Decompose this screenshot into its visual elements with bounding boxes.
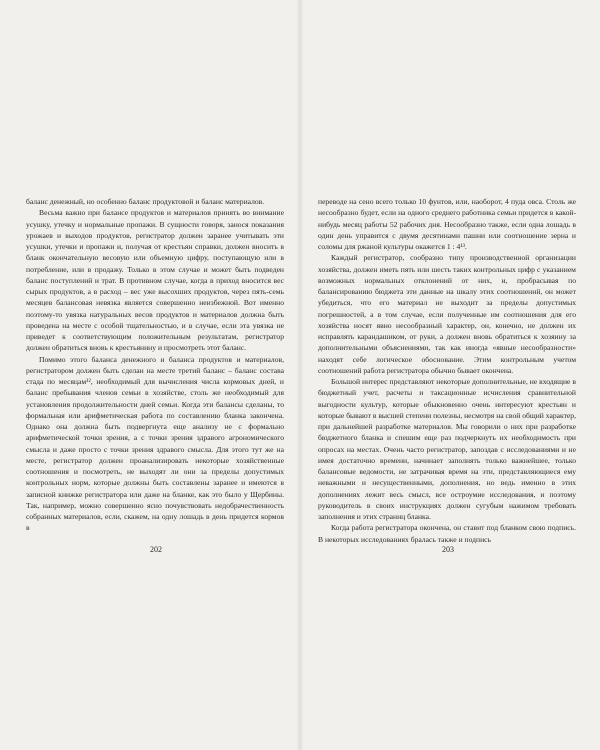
page-number-left: 202 (150, 545, 162, 554)
paragraph: переводе на сено всего только 10 фунтов, или, наоборот, 4 пуда овса. Столь же несообразно будет, если на одного среднего работника семьи придется в какой-нибудь месяц работы 52 рабочих дня. Несообразно также, если одна лошадь в один день управится с двумя десятинами пашни или соотношение зерна и соломы для ржаной культуры окажется 1 : 4¹³. (318, 197, 576, 251)
paragraph: Когда работа регистратора окончена, он ставит под бланком свою подпись. В некоторых исследованиях бралась также и подпись (318, 523, 576, 544)
paragraph: баланс денежный, но особенно баланс продуктовой и баланс материалов. (26, 197, 265, 206)
paragraph: Весьма важно при балансе продуктов и материалов принять во внимание усушку, утечку и нормальные пропажи. В сущности говоря, занося показания урожаев и выходов продуктов, регистратор должен заранее учитывать эти усушки, утечки и пропажи и, получая от крестьян справки, должен вносить в бланк окончательную весовую или объемную цифру, поступающую или в потребление, или в продажу. Только в этом случае и может быть подведен баланс поступлений и трат. В противном случае, когда в приход вносится вес сырых продуктов, а в расход – вес уже высохших продуктов, через пять-семь месяцев балансовая невязка является совершенно неизбежной. Вот именно поэтому-то увязка натуральных весов продуктов и материалов должна быть проведена на месте с особой тщательностью, и в случае, если эта увязка не приведет к соответствующим положительным результатам, регистратор должен обратиться вновь к крестьянину и просмотреть этот баланс. (26, 208, 284, 353)
paragraph: Большой интерес представляют некоторые дополнительные, не входящие в бюджетный учет, расчеты и таксационные исчисления сравнительной выгодности культур, которые обыкновенно очень интересуют крестьян и которые бывают в высшей степени полезны, несмотря на свой общий характер, при дальнейшей разработке материалов. Мы говорили о них при разработке бюджетного бланка и спешим еще раз подчеркнуть их необходимость при опросах на местах. Очень часто регистратор, запоздав с исследованиями и не имея достаточно времени, начинает заполнять только важнейшее, только балансовые ведомости, не затрачивая время на эти, представляющиеся ему неважными и несущественными, дополнения, но ведь именно в этих дополнениях лежит весь смысл, все остроумие исследования, и поэтому руководитель в своих инструкциях должен сугубым нажимом требовать заполнения и этих страниц бланка. (318, 377, 576, 521)
right-page (318, 196, 576, 545)
page-number-right: 203 (442, 545, 454, 554)
paragraph: Каждый регистратор, сообразно типу производственной организации хозяйства, должен иметь пять или шесть таких контрольных цифр с указанием возможных нормальных отклонений от них, и, пробрасывая по балансированию бюджета эти данные на шкалу этих соотношений, он может убедиться, что его материал не выходит за пределы допустимых погрешностей, а в том случае, если полученные им соотношения для его хозяйства носят явно несообразный характер, он, конечно, не должен их исправлять карандашиком, от руки, а должен вновь обратиться к хозяину за дополнительными объяснениями, так как иногда «явные несообразности» находят себе логическое обоснование. Этим контрольным учетом соотношений работа регистратора обычно бывает окончена. (318, 253, 576, 375)
page-gutter (297, 0, 303, 750)
right-page-text (318, 196, 576, 545)
left-page-text (26, 196, 284, 534)
paragraph: Помимо этого баланса денежного и баланса продуктов и материалов, регистратором должен быть сделан на месте третий баланс – баланс состава стада по месяцам¹², необходимый для вычисления числа кормовых дней, и баланс пребывания членов семьи в хозяйстве, столь же необходимый для установления продолжительности дней семьи. Когда эти балансы сделаны, то формальная или арифметическая работа по составлению бланка закончена. Однако она должна быть подвергнута еще анализу не с формально арифметической точки зрения, а с точки зрения здравого агрономического смысла и даже просто с точки зрения здравого смысла. Для этого тут же на месте, регистратор должен проанализировать некоторые хозяйственные соотношения и посмотреть, не выходят ли они за пределы допустимых контрольных норм, которые должны быть составлены заранее и имеются в записной книжке регистратора или даже на бланке, как это было у Щербины. Так, например, можно совершенно ясно почувствовать недобрачественность собранных материалов, если, скажем, на одну лошадь в день придется кормов в (26, 354, 284, 533)
left-page (26, 196, 284, 534)
